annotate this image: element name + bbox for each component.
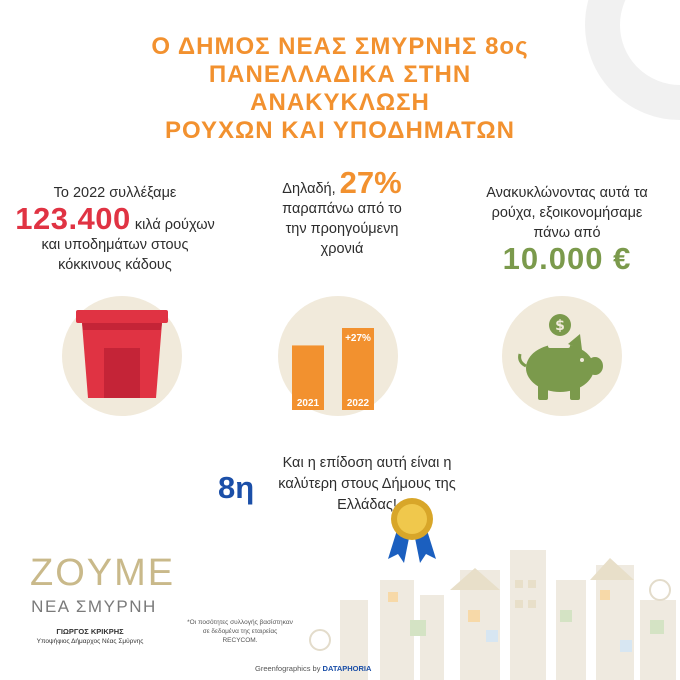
credit-brand: DATAPHORIA [322, 664, 372, 673]
bar-chart [278, 296, 398, 416]
savings-value: 10.000 € [502, 241, 632, 276]
red-bin-icon [62, 296, 182, 416]
svg-text:$: $ [555, 318, 565, 334]
savings-line-1: Ανακυκλώνοντας αυτά τα [486, 185, 648, 201]
savings-stat [462, 183, 672, 276]
collection-stat [10, 183, 220, 275]
title-line-4: ΡΟΥΧΩΝ ΚΑΙ ΥΠΟΔΗΜΑΤΩΝ [165, 117, 515, 144]
title-line-2: ΠΑΝΕΛΛΑΔΙΚΑ ΣΤΗΝ [208, 61, 472, 88]
increase-stat [242, 165, 442, 259]
increase-value: 27% [339, 165, 402, 200]
collection-line-1: Το 2022 συλλέξαμε [53, 185, 177, 201]
collection-value-row [10, 203, 220, 235]
logo-word: ZOYME [30, 552, 176, 594]
piggy-bank-icon [502, 296, 622, 416]
bar-annotation: +27% [345, 333, 371, 344]
city-skyline-illustration [300, 540, 680, 680]
bin-circle [62, 296, 182, 416]
collection-unit: κιλά ρούχων [134, 217, 215, 233]
achievement-text [232, 453, 502, 516]
collection-line-4: κόκκινους κάδους [58, 257, 172, 273]
piggy-circle [502, 296, 622, 416]
title-line-3: ΑΝΑΚΥΚΛΩΣΗ [250, 89, 430, 116]
logo-subtitle: ΝΕΑ ΣΜΥΡΝΗ [31, 597, 157, 616]
credit-line [255, 664, 455, 673]
achievement-line-1: Και η επίδοση αυτή είναι η [282, 455, 452, 471]
savings-line-3: πάνω από [533, 225, 601, 241]
achievement-line-3: Ελλάδας! [337, 497, 397, 513]
title-line-1: Ο ΔΗΜΟΣ ΝΕΑΣ ΣΜΥΡΝΗΣ 8ος [151, 33, 529, 60]
page-title [70, 33, 610, 145]
chart-circle [278, 296, 398, 416]
footnote: *Οι ποσότητες συλλογής βασίστηκαν σε δεδομένα της εταιρείας RECYCOM. [187, 619, 293, 644]
bar-label-2022: 2022 [346, 398, 370, 409]
rank-number: 8η [218, 470, 255, 505]
bar-label-2021: 2021 [296, 398, 320, 409]
candidate-name: ΓΙΩΡΓΟΣ ΚΡΙΚΡΗΣ [56, 627, 124, 636]
increase-row [242, 165, 442, 200]
candidate-role: Υποψήφιος Δήμαρχος Νέας Σμύρνης [36, 638, 144, 645]
increase-line-4: χρονιά [320, 241, 364, 257]
achievement-line-2: καλύτερη στους Δήμους της [278, 476, 456, 492]
campaign-logo [30, 552, 176, 617]
increase-prefix: Δηλαδή, [282, 181, 336, 197]
increase-line-3: την προηγούμενη [285, 221, 399, 237]
collection-line-3: και υποδημάτων στους [41, 237, 189, 253]
increase-line-2: παραπάνω από το [282, 201, 402, 217]
candidate-info [20, 627, 160, 646]
collection-value: 123.400 [15, 201, 131, 236]
savings-line-2: ρούχα, εξοικονομήσαμε [491, 205, 643, 221]
credit-text: Greenfographics by [255, 664, 321, 673]
